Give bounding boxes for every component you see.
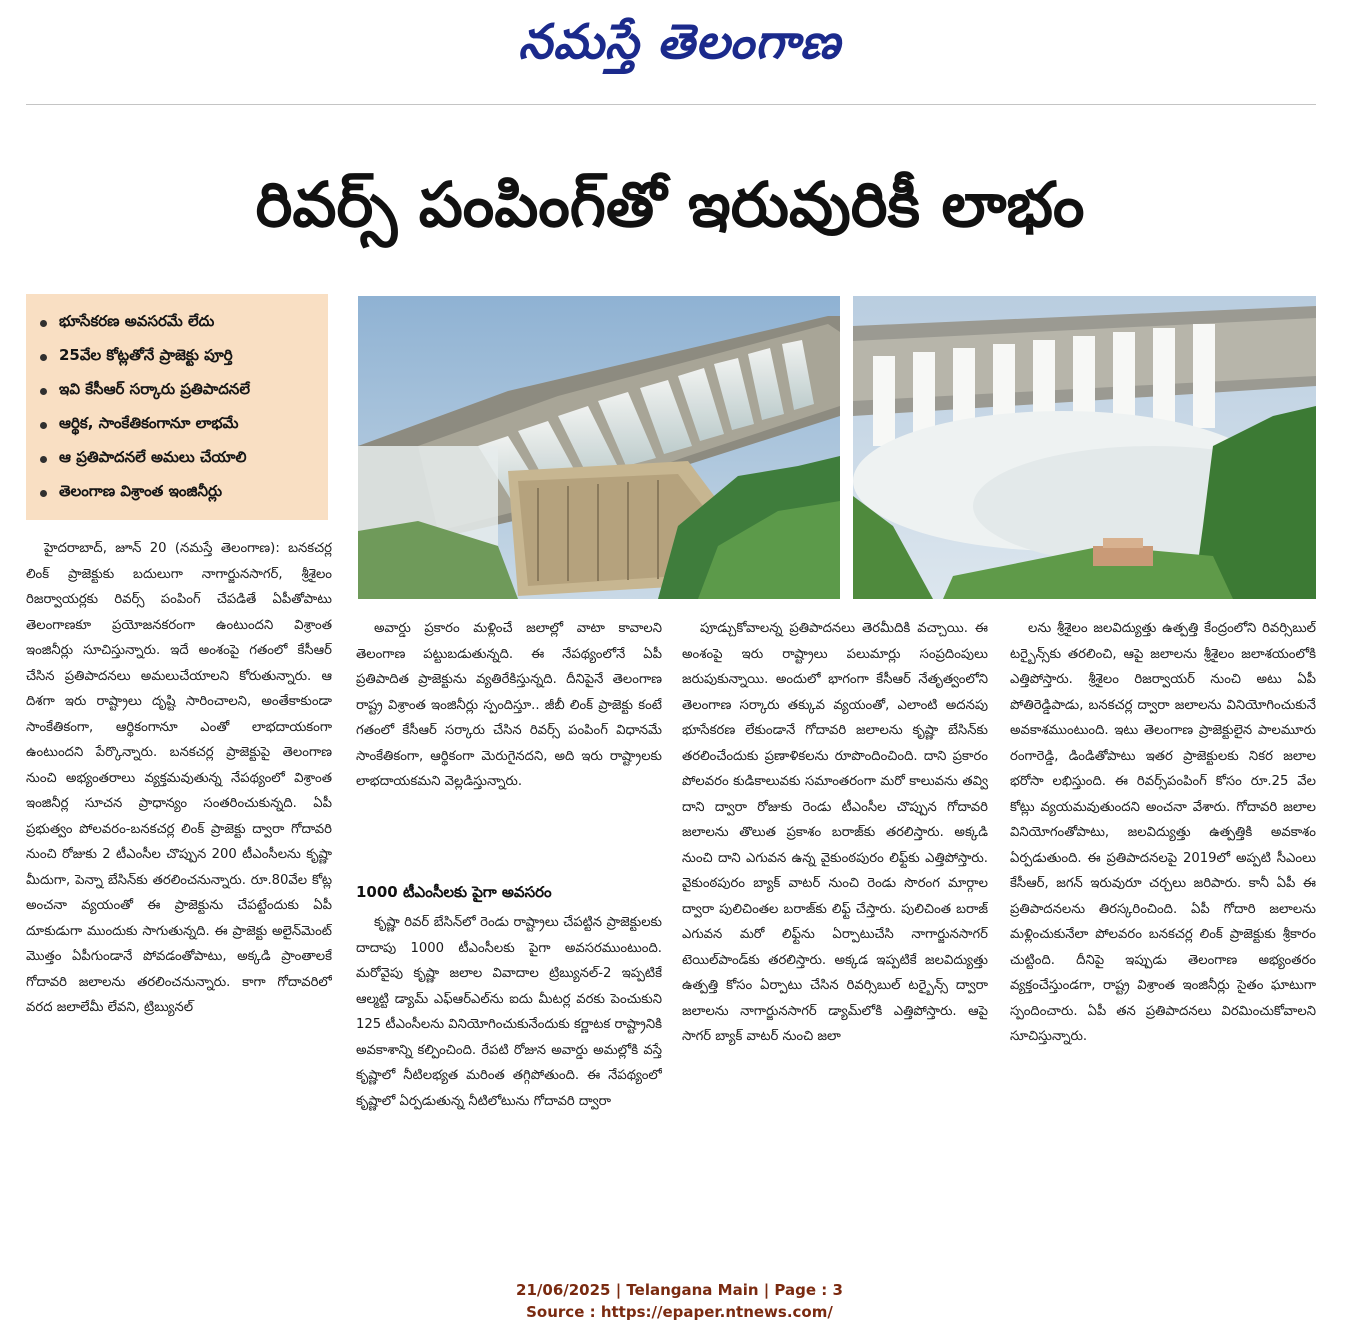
highlight-text: ఇవి కేసీఆర్ సర్కారు ప్రతిపాదనలే (59, 380, 250, 398)
source-link[interactable]: Source : https://epaper.ntnews.com/ (526, 1303, 833, 1321)
article-paragraph: లను శ్రీశైలం జలవిద్యుత్తు ఉత్పత్తి కేంద్రంలోని రివర్సిబుల్ టర్బైన్స్‌కు తరలించి, ఆపై జలాలను శ్రీశైలం జలాశయంలోకి ఎత్తిపోస్తారు. శ్రీశైలం రిజర్వాయర్ నుంచి అటు ఏపీ పోతిరెడ్డిపాడు, బనకచర్ల ద్వారా జలాలను వినియోగించుకునే అవకాశముంటుంది. ఇటు తెలంగాణ ప్రాజెక్టులైన పాలమూరు రంగారెడ్డి, డిండితోపాటు ఇతర ప్రాజెక్టులకు నికర జలాల భరోసా లభిస్తుంది. ఈ రివర్స్‌పంపింగ్ కోసం రూ.25 వేల కోట్లు వ్యయమవుతుందని అంచనా వేశారు. గోదావరి జలాల వినియోగంతోపాటు, జలవిద్యుత్తు ఉత్పత్తికి అవకాశం ఏర్పడుతుంది. ఈ ప్రతిపాదనలపై 2019లో అప్పటి సీఎంలు కేసీఆర్, జగన్ ఇరువురూ చర్చలు జరిపారు. కానీ ఏపీ ఈ ప్రతిపాదనలను తిరస్కరించింది. ఏపీ గోదారి జలాలను మళ్లించుకునేలా పోలవరం బనకచర్ల లింక్ ప్రాజెక్టుకు శ్రీకారం చుట్టింది. దీనిపై ఇప్పుడు తెలంగాణ అభ్యంతరం వ్యక్తంచేస్తుండగా, రాష్ట్ర విశ్రాంత ఇంజినీర్లు సైతం ఘాటుగా స్పందించారు. ఏపీ తన ప్రతిపాదనలు విరమించుకోవాలని సూచిస్తున్నారు. (1010, 621, 1316, 1044)
article-column-4 (1010, 616, 1316, 1226)
article-column-2-top (356, 616, 662, 856)
highlight-item (32, 306, 320, 340)
article-paragraph: పూడ్చుకోవాలన్న ప్రతిపాదనలు తెరమీదికి వచ్చాయి. ఈ అంశంపై ఇరు రాష్ట్రాలు పలుమార్లు సంప్రదింపులు జరుపుకున్నాయి. అందులో భాగంగా కేసీఆర్ నేతృత్వంలోని తెలంగాణ సర్కారు తక్కువ వ్యయంతో, ఎలాంటి అదనపు భూసేకరణ లేకుండానే గోదావరి జలాలను కృష్ణా బేసిన్‌కు తరలించేందుకు ప్రణాళికలను రూపొందించింది. దాని ప్రకారం పోలవరం కుడికాలువకు సమాంతరంగా మరో కాలువను తవ్వి దాని ద్వారా రోజుకు రెండు టీఎంసీల చొప్పున గోదావరి జలాలను తొలుత ప్రకాశం బరాజ్‌కు తరలిస్తారు. అక్కడి నుంచి దాని ఎగువన ఉన్న వైకుంఠపురం లిఫ్ట్‌కు ఎత్తిపోస్తారు. వైకుంఠపురం బ్యాక్ వాటర్ నుంచి రెండు సొరంగ మార్గాల ద్వారా పులిచింతల బరాజ్‌కు లిఫ్ట్ చేస్తారు. పులిచింత బరాజ్ ఎగువన మరో లిఫ్ట్‌ను ఏర్పాటుచేసి నాగార్జునసాగర్ టెయిల్‌పాండ్‌కు తరలిస్తారు. అక్కడ ఇప్పటికే జలవిద్యుత్తు ఉత్పత్తి కోసం ఏర్పాటు చేసిన రివర్సిబుల్ టర్బైన్స్ ద్వారా జలాలను నాగార్జునసాగర్ డ్యామ్‌లోకి ఎత్తిపోస్తారు. ఆపై సాగర్ బ్యాక్ వాటర్ నుంచి జలా (682, 621, 988, 1044)
bullet-icon (40, 388, 47, 395)
highlight-text: ఆ ప్రతిపాదనలే అమలు చేయాలి (59, 448, 247, 466)
highlight-item (32, 374, 320, 408)
highlight-text: 25వేల కోట్లతోనే ప్రాజెక్టు పూర్తి (59, 346, 233, 364)
bullet-icon (40, 422, 47, 429)
highlight-text: ఆర్థిక, సాంకేతికంగానూ లాభమే (59, 414, 239, 432)
bullet-icon (40, 490, 47, 497)
newspaper-masthead: నమస్తే తెలంగాణ (518, 14, 841, 70)
dam-gates-open-photo (853, 296, 1316, 599)
article-paragraph: కృష్ణా రివర్ బేసిన్‌లో రెండు రాష్ట్రాలు చేపట్టిన ప్రాజెక్టులకు దాదాపు 1000 టీఎంసీలకు పైగా అవసరముంటుంది. మరోవైపు కృష్ణా జలాల వివాదాల ట్రిబ్యునల్-2 ఇప్పటికే ఆల్మట్టి డ్యామ్ ఎఫ్‌ఆర్‌ఎల్‌ను ఐదు మీటర్ల వరకు పెంచుకుని 125 టీఎంసీలను వినియోగించుకునేందుకు కర్ణాటక రాష్ట్రానికి అవకాశాన్ని కల్పించింది. రేపటి రోజున అవార్డు అమల్లోకి వస్తే కృష్ణాలో నీటిలభ్యత మరింత తగ్గిపోతుంది. ఈ నేపథ్యంలో కృష్ణాలో ఏర్పడుతున్న నీటిలోటును గోదావరి ద్వారా (356, 915, 662, 1109)
highlight-item (32, 408, 320, 442)
article-headline: రివర్స్ పంపింగ్‌తో ఇరువురికీ లాభం (255, 168, 1085, 241)
highlight-text: తెలంగాణ విశ్రాంత ఇంజినీర్లు (59, 482, 223, 500)
highlights-box (26, 294, 328, 520)
article-column-1 (26, 536, 332, 1226)
masthead-divider (26, 104, 1316, 105)
bullet-icon (40, 354, 47, 361)
highlight-text: భూసేకరణ అవసరమే లేదు (59, 312, 215, 330)
article-paragraph: హైదరాబాద్, జూన్ 20 (నమస్తే తెలంగాణ): బనకచర్ల లింక్ ప్రాజెక్టుకు బదులుగా నాగార్జునసాగర్, శ్రీశైలం రిజర్వాయర్లకు రివర్స్ పంపింగ్ చేపడితే ఏపీతోపాటు తెలంగాణకూ ప్రయోజనకరంగా ఉంటుందని విశ్రాంత ఇంజినీర్లు సూచిస్తున్నారు. ఇదే అంశంపై గతంలో కేసీఆర్ చేసిన ప్రతిపాదనలు అమలుచేయాలని కోరుతున్నారు. ఆ దిశగా ఇరు రాష్ట్రాలు దృష్టి సారించాలని, అంతేకాకుండా సాంకేతికంగా, ఆర్థికంగానూ ఎంతో లాభదాయకంగా ఉంటుందని పేర్కొన్నారు. బనకచర్ల ప్రాజెక్టుపై తెలంగాణ నుంచి అభ్యంతరాలు వ్యక్తమవుతున్న నేపథ్యంలో విశ్రాంత ఇంజినీర్ల సూచన ప్రాధాన్యం సంతరించుకున్నది. ఏపీ ప్రభుత్వం పోలవరం-బనకచర్ల లింక్ ప్రాజెక్టు ద్వారా గోదావరి నుంచి రోజుకు 2 టీఎంసీల చొప్పున 200 టీఎంసీలను కృష్ణా మీదుగా, పెన్నా బేసిన్‌కు తరలించనున్నారు. రూ.80వేల కోట్ల అంచనా వ్యయంతో ఈ ప్రాజెక్టును చేపట్టేందుకు ఏపీ దూకుడుగా ముందుకు సాగుతున్నది. ఈ ప్రాజెక్టు అలైన్‌మెంట్ మొత్తం ఏపీగుండానే పోవడంతోపాటు, అక్కడి ప్రాంతాలకే గోదావరి జలాలను తరలించనున్నారు. కాగా గోదావరిలో వరద జలాలేమీ లేవని, ట్రిబ్యునల్ (26, 541, 332, 1015)
bullet-icon (40, 456, 47, 463)
article-paragraph: అవార్డు ప్రకారం మళ్లించే జలాల్లో వాటా కావాలని తెలంగాణ పట్టుబడుతున్నది. ఈ నేపథ్యంలోనే ఏపీ ప్రతిపాదిత ప్రాజెక్టును వ్యతిరేకిస్తున్నది. దీనిపైనే తెలంగాణ రాష్ట్ర విశ్రాంత ఇంజినీర్లు స్పందిస్తూ.. జీబీ లింక్ ప్రాజెక్టు కంటే గతంలో కేసీఆర్ సర్కారు చేసిన రివర్స్ పంపింగ్ విధానమే సాంకేతికంగా, ఆర్థికంగా మెరుగైనదని, అది ఇరు రాష్ట్రాలకు లాభదాయకమని వెల్లడిస్తున్నారు. (356, 621, 662, 789)
highlight-item (32, 340, 320, 374)
article-column-2-bottom (356, 910, 662, 1222)
edition-info: 21/06/2025 | Telangana Main | Page : 3 (516, 1281, 843, 1299)
dam-spillway-photo (358, 296, 840, 599)
highlight-item (32, 442, 320, 476)
bullet-icon (40, 320, 47, 327)
article-column-3 (682, 616, 988, 1226)
article-subheading: 1000 టీఎంసీలకు పైగా అవసరం (356, 883, 552, 901)
highlight-item (32, 476, 320, 510)
